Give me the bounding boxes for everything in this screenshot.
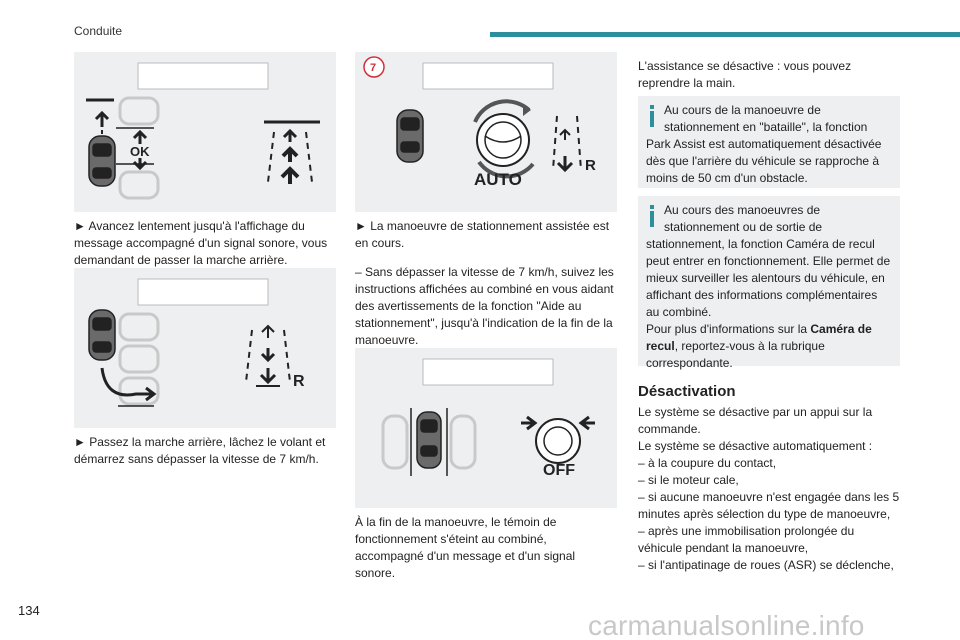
figure-auto-steering <box>355 52 617 212</box>
svg-text:AUTO: AUTO <box>474 170 522 189</box>
caption-forward: ► Avancez lentement jusqu'à l'affichage du message accompagné d'un signal sonore, vous demandant de passer la marche arrière. <box>74 219 328 267</box>
caption-in-progress: ► La manoeuvre de stationnement assistée est en cours. <box>355 219 610 250</box>
deact-line: – si le moteur cale, <box>638 473 739 487</box>
note-reverse-camera <box>638 196 900 370</box>
note1-first-line: Au cours de la manoeuvre de stationnement en "bataille", la fonction <box>664 103 868 134</box>
svg-text:OFF: OFF <box>543 462 575 479</box>
deact-line: – après une immobilisation prolongée du véhicule pendant la manoeuvre, <box>638 524 855 555</box>
section-heading-deactivation: Désactivation <box>638 383 736 400</box>
note1-rest: Park Assist est automatiquement désactivée dès que l'arrière du véhicule se rapproche à moins de 50 cm d'un obstacle. <box>646 137 882 185</box>
figure-reverse <box>74 268 336 428</box>
deact-line: – si l'antipatinage de roues (ASR) se déclenche, <box>638 558 894 572</box>
svg-text:OK: OK <box>130 144 150 159</box>
page-number: 134 <box>18 603 40 618</box>
reverse-r-label: R <box>293 373 305 390</box>
reverse-camera-ref: Caméra de recul <box>646 322 872 353</box>
running-header: Conduite <box>74 24 123 38</box>
note-battle-parking <box>638 96 900 188</box>
figure-off <box>355 348 617 508</box>
deact-line: Le système se désactive automatiquement : <box>638 439 873 453</box>
note2-first-line: Au cours des manoeuvres de stationnement ou de sortie de <box>664 203 823 234</box>
intro-deactivate: L'assistance se désactive : vous pouvez reprendre la main. <box>638 59 852 90</box>
info-icon <box>646 205 658 227</box>
note2-more-b: , reportez-vous à la rubrique correspondante. <box>646 339 825 370</box>
caption-instructions: – Sans dépasser la vitesse de 7 km/h, suivez les instructions affichées au combiné en vous aidant des avertissements de la fonction "Aide au stationnement", jusqu'à l'indication de la fin de la manoeuvre. <box>355 265 614 347</box>
deactivation-list <box>638 404 900 574</box>
note2-rest: stationnement, la fonction Caméra de recul peut entrer en fonctionnement. Elle permet de mieux surveiller les alentours du véhicule, en affichant des informations complémentaires au combiné. <box>646 237 891 319</box>
caption-reverse: ► Passez la marche arrière, lâchez le volant et démarrez sans dépasser la vitesse de 7 km/h. <box>74 435 326 466</box>
figure-forward-ok <box>74 52 336 212</box>
figure-number-badge: 7 <box>370 62 377 74</box>
header-accent-bar <box>490 32 960 37</box>
svg-text:R: R <box>585 157 596 174</box>
deact-line: – à la coupure du contact, <box>638 456 777 470</box>
note2-more-a: Pour plus d'informations sur la <box>646 322 811 336</box>
info-icon <box>646 105 658 127</box>
deact-line: Le système se désactive par un appui sur la commande. <box>638 405 873 436</box>
watermark: carmanualsonline.info <box>588 610 865 640</box>
deact-line: – si aucune manoeuvre n'est engagée dans les 5 minutes après sélection du type de manoeuvre, <box>638 490 900 521</box>
caption-end: À la fin de la manoeuvre, le témoin de fonctionnement s'éteint au combiné, accompagné d'un message et d'un signal sonore. <box>355 515 576 580</box>
